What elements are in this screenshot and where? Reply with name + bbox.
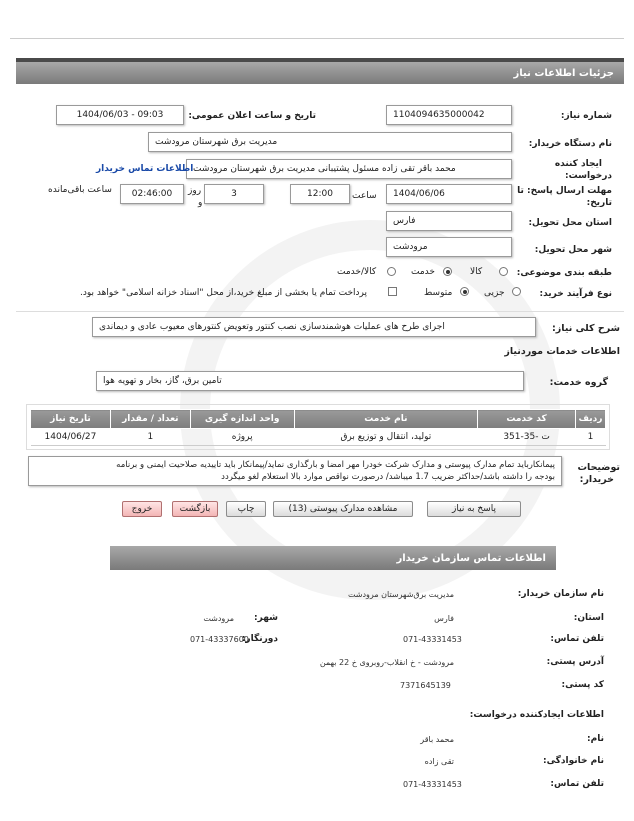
- need-number-field: 1104094635000042: [386, 105, 512, 125]
- buyer-org-name-value: مدیریت برق‌شهرستان مرودشت: [347, 590, 454, 599]
- buyer-org-label: نام دستگاه خریدار:: [528, 139, 612, 149]
- day-label: روز: [188, 186, 202, 196]
- creator-family-label: نام خانوادگی:: [542, 756, 604, 766]
- services-table: [30, 409, 606, 446]
- buyer-city-label: شهر:: [254, 613, 278, 623]
- treasury-payment-note: پرداخت تمام یا بخشی از مبلغ خرید،از محل "اسناد خزانه اسلامی" خواهد بود.: [80, 288, 368, 298]
- category-label: طبقه بندی موضوعی:: [516, 268, 612, 278]
- buyer-postal-value: 7371645139: [400, 681, 451, 690]
- city-label: شهر محل تحویل:: [534, 245, 612, 255]
- buyer-org-field: مدیریت برق شهرستان مرودشت: [148, 132, 512, 152]
- process-medium-radio[interactable]: [460, 287, 469, 296]
- province-field: فارس: [386, 211, 512, 231]
- creator-phone-label: تلفن تماس:: [550, 779, 604, 789]
- buyer-contact-header: [110, 546, 556, 570]
- col-date: تاریخ نیاز: [31, 410, 111, 429]
- category-goods-service-radio[interactable]: [387, 267, 396, 276]
- col-qty: تعداد / مقدار: [110, 410, 190, 429]
- process-medium-label: متوسط: [424, 288, 453, 298]
- buyer-contact-link[interactable]: اطلاعات تماس خریدار: [96, 164, 194, 174]
- buyer-city-value: مرودشت: [203, 614, 234, 623]
- days-field: 3: [204, 184, 264, 204]
- divider-1: [16, 311, 624, 312]
- notes-label-line1: توضیحات: [577, 462, 620, 473]
- buyer-province-label: استان:: [573, 613, 604, 623]
- notes-box: [28, 456, 562, 486]
- creator-family-value: تقی زاده: [424, 757, 454, 766]
- creator-name-value: محمد باقر: [420, 735, 454, 744]
- deadline-label-line1: مهلت ارسال پاسخ: تا: [517, 186, 612, 196]
- category-goods-label: کالا: [470, 267, 483, 277]
- back-button[interactable]: بازگشت: [172, 501, 218, 517]
- process-minor-label: جزیی: [484, 288, 505, 298]
- buyer-contact-title: اطلاعات تماس سازمان خریدار: [396, 552, 546, 564]
- page-header: [16, 58, 624, 84]
- buyer-postal-label: کد پستی:: [561, 680, 604, 690]
- buyer-address-value: مرودشت - خ انقلاب-روبروی خ 22 بهمن: [319, 658, 454, 667]
- treasury-payment-checkbox[interactable]: [388, 287, 397, 296]
- col-service-code: کد خدمت: [478, 410, 576, 429]
- category-service-label: خدمت: [411, 267, 435, 277]
- reply-button[interactable]: پاسخ به نیاز: [427, 501, 521, 517]
- time-label: ساعت: [352, 191, 377, 201]
- exit-button[interactable]: خروج: [122, 501, 162, 517]
- print-button[interactable]: چاپ: [226, 501, 266, 517]
- creator-label-line1: ایجاد کننده: [554, 159, 602, 169]
- buyer-phone-value: 071-43331453: [403, 635, 462, 644]
- cell-unit: پروژه: [190, 429, 294, 446]
- need-number-label: شماره نیاز:: [560, 111, 612, 121]
- deadline-label-line2: تاریخ:: [586, 198, 612, 208]
- col-service-name: نام خدمت: [294, 410, 478, 429]
- cell-date: 1404/06/27: [31, 429, 111, 446]
- cell-service-code: ت -35-351: [478, 429, 576, 446]
- announce-label: تاریخ و ساعت اعلان عمومی:: [188, 111, 316, 121]
- creator-phone-value: 071-43331453: [403, 780, 462, 789]
- creator-field: محمد باقر تقی زاده مسئول پشتیبانی مدیریت برق شهرستان مرودشت: [186, 159, 512, 179]
- buyer-phone-label: تلفن تماس:: [550, 634, 604, 644]
- summary-label: شرح کلی نیاز:: [551, 323, 620, 334]
- top-divider: [10, 38, 624, 39]
- category-service-radio[interactable]: [443, 267, 452, 276]
- service-group-label: گروه خدمت:: [549, 377, 608, 388]
- remaining-label: ساعت باقی‌مانده: [48, 185, 112, 195]
- services-table-header-row: [31, 410, 606, 429]
- cell-service-name: تولید، انتقال و توزیع برق: [294, 429, 478, 446]
- and-label: و: [198, 198, 203, 208]
- summary-field: اجرای طرح های عملیات هوشمندسازی نصب کنتور وتعویض کنتورهای معیوب عادی و دیماندی: [92, 317, 536, 337]
- creator-name-label: نام:: [587, 734, 604, 744]
- buyer-fax-label: دورنگار:: [241, 634, 278, 644]
- remaining-time-field: 02:46:00: [120, 184, 184, 204]
- buyer-address-label: آدرس پستی:: [546, 657, 604, 667]
- category-goods-radio[interactable]: [499, 267, 508, 276]
- province-label: استان محل تحویل:: [528, 218, 612, 228]
- announce-field: 1404/06/03 - 09:03: [56, 105, 184, 125]
- table-row: [31, 429, 606, 446]
- cell-row: 1: [575, 429, 605, 446]
- process-minor-radio[interactable]: [512, 287, 521, 296]
- view-attachments-button[interactable]: مشاهده مدارک پیوستی (13): [273, 501, 413, 517]
- notes-line-1: پیمانکارباید تمام مدارک پیوستی و مدارک شرکت خودرا مهر امضا و بارگذاری نماید/پیمانکار باید تاییدیه صلاحیت ایمنی و برنامه: [116, 460, 555, 470]
- col-unit: واحد اندازه گیری: [190, 410, 294, 429]
- col-row: ردیف: [575, 410, 605, 429]
- buyer-org-name-label: نام سازمان خریدار:: [517, 589, 604, 599]
- deadline-date-field: 1404/06/06: [386, 184, 512, 204]
- deadline-time-field: 12:00: [290, 184, 350, 204]
- city-field: مرودشت: [386, 237, 512, 257]
- page-title: جزئیات اطلاعات نیاز: [513, 67, 614, 79]
- services-section-title: اطلاعات خدمات مورد‌نیاز: [504, 346, 620, 357]
- category-goods-service-label: کالا/خدمت: [337, 267, 377, 277]
- notes-line-2: بودجه را داشته باشد/حداکثر ضریب 1.7 میباشد/ درصورت نواقص موارد بالا استعلام لغو میگردد: [221, 472, 555, 482]
- process-type-label: نوع فرآیند خرید:: [539, 289, 612, 299]
- buyer-fax-value: 071-43337600: [190, 635, 249, 644]
- service-group-field: تامین برق، گاز، بخار و تهویه هوا: [96, 371, 524, 391]
- creator-info-title: اطلاعات ایجادکننده درخواست:: [469, 710, 604, 720]
- buyer-province-value: فارس: [434, 614, 454, 623]
- notes-label-line2: خریدار:: [579, 474, 614, 485]
- cell-qty: 1: [110, 429, 190, 446]
- creator-label-line2: درخواست:: [565, 171, 612, 181]
